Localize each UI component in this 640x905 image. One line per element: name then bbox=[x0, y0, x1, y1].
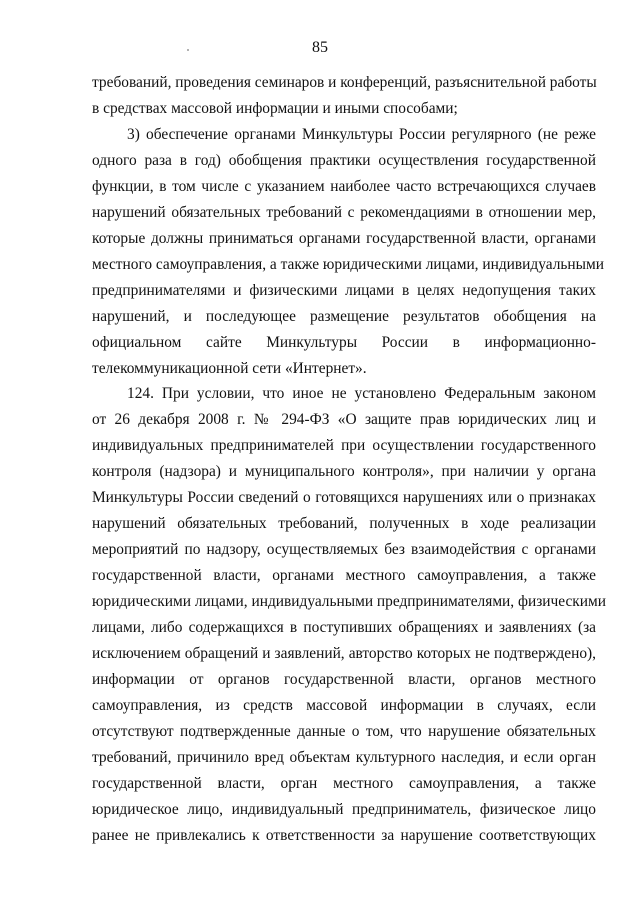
text-line: контроля (надзора) и муниципального контроля», при наличии у органа bbox=[92, 463, 596, 480]
text-line: функции, в том числе с указанием наиболее часто встречающихся случаев bbox=[92, 178, 596, 195]
text-line: государственной власти, органами местного самоуправления, а также bbox=[92, 567, 596, 584]
text-line: ранее не привлекались к ответственности за нарушение соответствующих bbox=[92, 827, 596, 844]
text-line: требований, проведения семинаров и конференций, разъяснительной работы bbox=[92, 74, 597, 91]
paragraph-start-line: 124. При условии, что иное не установлено Федеральным законом bbox=[127, 385, 596, 402]
text-line: нарушений, и последующее размещение результатов обобщения на bbox=[92, 308, 596, 325]
text-line: местного самоуправления, а также юридическими лицами, индивидуальными bbox=[92, 256, 604, 273]
text-line: юридическими лицами, индивидуальными предпринимателями, физическими bbox=[92, 593, 606, 610]
page-number: 85 bbox=[312, 39, 328, 56]
text-line: информации от органов государственной власти, органов местного bbox=[92, 671, 596, 688]
text-line: государственной власти, орган местного самоуправления, а также bbox=[92, 775, 596, 792]
text-line: предпринимателями и физическими лицами в целях недопущения таких bbox=[92, 282, 596, 299]
text-line: нарушений обязательных требований с рекомендациями в отношении мер, bbox=[92, 204, 596, 221]
text-line: от 26 декабря 2008 г. № 294-ФЗ «О защите прав юридических лиц и bbox=[92, 411, 596, 428]
text-line: в средствах массовой информации и иными способами; bbox=[92, 100, 458, 117]
text-line: одного раза в год) обобщения практики осуществления государственной bbox=[92, 152, 596, 169]
text-line: юридическое лицо, индивидуальный предприниматель, физическое лицо bbox=[92, 801, 596, 818]
text-line: индивидуальных предпринимателей при осуществлении государственного bbox=[92, 437, 596, 454]
text-line: лицами, либо содержащихся в поступивших обращениях и заявлениях (за bbox=[92, 619, 596, 636]
text-line: отсутствуют подтвержденные данные о том, что нарушение обязательных bbox=[92, 723, 596, 740]
text-line: мероприятий по надзору, осуществляемых без взаимодействия с органами bbox=[92, 541, 596, 558]
text-line: требований, причинило вред объектам культурного наследия, и если орган bbox=[92, 749, 596, 766]
text-line: исключением обращений и заявлений, авторство которых не подтверждено), bbox=[92, 645, 596, 662]
text-line: нарушений обязательных требований, полученных в ходе реализации bbox=[92, 515, 596, 532]
text-line: официальном сайте Минкультуры России в информационно- bbox=[92, 334, 596, 351]
text-line: самоуправления, из средств массовой информации в случаях, если bbox=[92, 697, 596, 714]
paragraph-start-line: 3) обеспечение органами Минкультуры России регулярного (не реже bbox=[127, 126, 596, 143]
text-line: Минкультуры России сведений о готовящихся нарушениях или о признаках bbox=[92, 489, 596, 506]
text-line: которые должны приниматься органами государственной власти, органами bbox=[92, 230, 596, 247]
text-line: телекоммуникационной сети «Интернет». bbox=[92, 360, 367, 377]
